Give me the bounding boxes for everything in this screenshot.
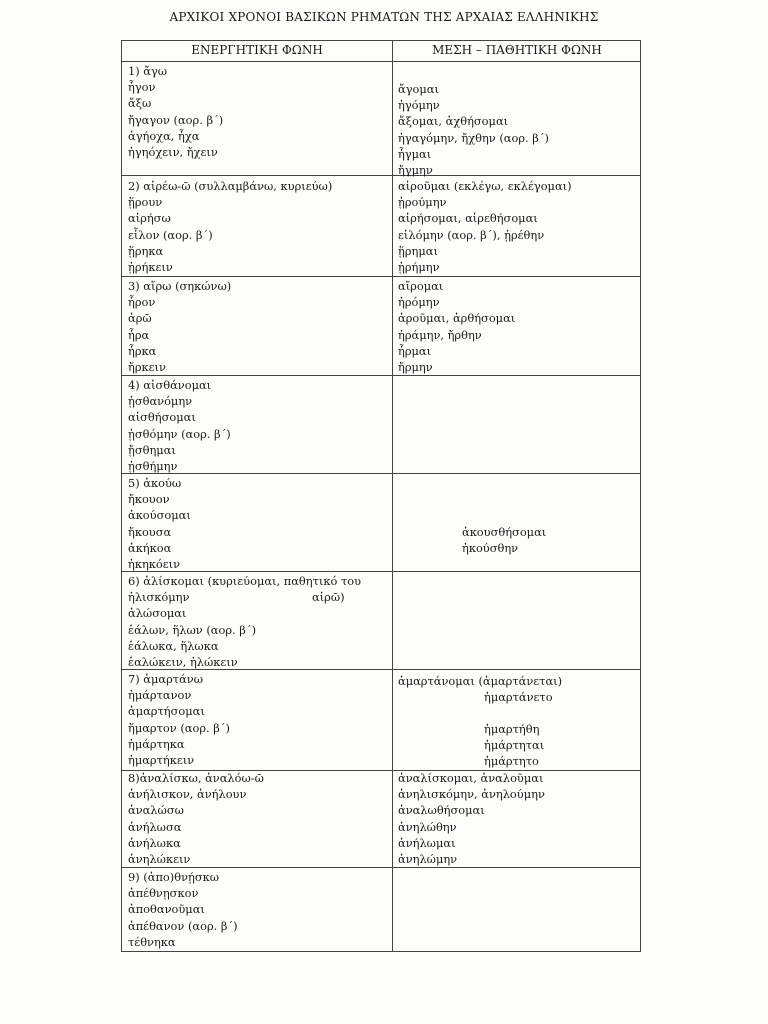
- verb-form: ἑάλων, ἥλων (αορ. β΄): [128, 622, 257, 637]
- verb-form: ἠκηκόειν: [128, 557, 181, 572]
- verb-form: ἑάλωκα, ἥλωκα: [128, 638, 219, 653]
- verb-form: εἷλον (αορ. β΄): [128, 227, 213, 242]
- verb-form: ᾐσθανόμην: [128, 394, 193, 409]
- verb-form: ἀνήλωκα: [128, 835, 181, 850]
- verb-form: ᾐσθήμην: [128, 459, 178, 474]
- verb-form: ἠκούσθην: [462, 541, 519, 556]
- verb-form: ἥμαρτον (αορ. β΄): [128, 720, 230, 735]
- verb-form: ἤγμην: [398, 163, 433, 178]
- row-divider: [122, 175, 640, 176]
- row-2-middle: [398, 178, 572, 275]
- verb-form: ἤκουον: [128, 492, 170, 507]
- verb-form: ᾑρήκειν: [128, 260, 173, 275]
- row-7-active: [128, 671, 230, 768]
- verb-form: ἀγήοχα, ἦχα: [128, 128, 200, 143]
- verb-form: ἀνήλωμαι: [398, 835, 456, 850]
- verb-form: ἤκουσα: [128, 524, 172, 539]
- verb-form: ᾕρημαι: [398, 243, 438, 258]
- row-divider: [122, 571, 640, 572]
- verb-form: ἡμάρτητο: [484, 754, 539, 769]
- verb-form: ἀπέθνῃσκον: [128, 886, 199, 901]
- row-8-active: [128, 770, 264, 867]
- header-middle-passive-voice: ΜΕΣΗ – ΠΑΘΗΤΙΚΗ ΦΩΝΗ: [432, 43, 602, 57]
- row-5-active: [128, 475, 191, 572]
- verb-form: ἠγόμην: [398, 98, 440, 113]
- verb-form: ἀκήκοα: [128, 540, 172, 555]
- verb-form: ἡλισκόμην: [128, 590, 190, 605]
- verb-form: αἱρήσω: [128, 211, 171, 226]
- verb-form: 8)ἀναλίσκω, ἀναλόω-ῶ: [128, 771, 264, 785]
- verb-form: ἄξω: [128, 96, 152, 111]
- verb-form: ἀπέθανον (αορ. β΄): [128, 918, 238, 933]
- verb-form: αἱρήσομαι, αἱρεθήσομαι: [398, 211, 538, 226]
- verb-form: ἀκούσομαι: [128, 508, 191, 523]
- verb-form: ἦρκα: [128, 343, 157, 358]
- verb-form: 2) αἱρέω-ῶ (συλλαμβάνω, κυριεύω): [128, 179, 333, 193]
- verb-form: ἀνηλώθην: [398, 819, 457, 834]
- verb-form: ᾐσθόμην (αορ. β΄): [128, 426, 231, 441]
- verb-form: ἦγμαι: [398, 146, 432, 161]
- verb-form: ἡμάρτανον: [128, 688, 192, 703]
- verb-form: ἄγομαι: [398, 82, 439, 96]
- verb-form: ἄξομαι, ἀχθήσομαι: [398, 114, 509, 129]
- row-6-active: [128, 573, 361, 670]
- page-title: ΑΡΧΙΚΟΙ ΧΡΟΝΟΙ ΒΑΣΙΚΩΝ ΡΗΜΑΤΩΝ ΤΗΣ ΑΡΧΑΙΑΣ ΕΛΛΗΝΙΚΗΣ: [169, 10, 599, 24]
- verb-form: ἀναλίσκομαι, ἀναλοῦμαι: [398, 771, 544, 785]
- row-7-middle-main: ἁμαρτάνομαι (ἁμαρτάνεται): [398, 674, 563, 688]
- row-5-middle: [462, 524, 546, 556]
- verb-form: ᾑρούμην: [398, 195, 447, 210]
- verb-form: ἡμαρτήκειν: [128, 753, 195, 768]
- verb-form: ἁμαρτήσομαι: [128, 704, 205, 719]
- verb-form: αἰσθήσομαι: [128, 410, 196, 425]
- verb-form: ἡμάρτηται: [484, 738, 545, 753]
- verb-form: ἤρκειν: [128, 360, 166, 375]
- verb-form: 7) ἁμαρτάνω: [128, 672, 204, 686]
- verb-form: ἠρόμην: [398, 295, 440, 310]
- verb-form: ᾑρήμην: [398, 260, 440, 275]
- verb-form: ἠράμην, ἤρθην: [398, 327, 482, 342]
- verb-form: ἀνήλισκον, ἀνήλουν: [128, 787, 247, 802]
- verb-form: ἦγον: [128, 80, 156, 95]
- verb-form: ἀνήλωσα: [128, 819, 182, 834]
- verb-form: ἤγαγον (αορ. β΄): [128, 112, 224, 127]
- header-active-voice: ΕΝΕΡΓΗΤΙΚΗ ΦΩΝΗ: [191, 43, 323, 57]
- row-3-active: [128, 278, 231, 375]
- verb-form: ἀρῶ: [128, 311, 152, 326]
- row-7-middle-form: ἡμαρτάνετο: [484, 690, 553, 704]
- row-4-active: [128, 377, 231, 474]
- verb-form: ἀναλώσω: [128, 803, 184, 818]
- verb-form: ἀναλωθήσομαι: [398, 803, 485, 818]
- verb-form: 4) αἰσθάνομαι: [128, 378, 212, 392]
- verb-form: ἁλώσομαι: [128, 606, 187, 621]
- verb-form: ἡμαρτήθη: [484, 722, 540, 736]
- verb-form: 9) (ἀπο)θνῄσκω: [128, 870, 220, 884]
- row-1-active: [128, 63, 223, 160]
- verb-form: αἴρομαι: [398, 279, 444, 293]
- verb-form: ἤρμην: [398, 360, 433, 375]
- row-1-middle: [398, 81, 549, 178]
- verb-form: 5) ἀκούω: [128, 476, 182, 490]
- verb-form: εἱλόμην (αορ. β΄), ᾑρέθην: [398, 227, 545, 242]
- verb-form: αἱροῦμαι (εκλέγω, εκλέγομαι): [398, 179, 572, 193]
- verb-table: [121, 40, 641, 952]
- row-divider: [122, 61, 640, 62]
- verb-form: ἀνηλώμην: [398, 852, 458, 867]
- row-divider: [122, 276, 640, 277]
- verb-form: ἡμάρτηκα: [128, 736, 185, 751]
- verb-form: 3) αἴρω (σηκώνω): [128, 279, 232, 293]
- row-2-active: [128, 178, 332, 275]
- row-9-active: [128, 869, 238, 950]
- row-8-middle: [398, 770, 545, 867]
- verb-form: ἀνηλώκειν: [128, 852, 191, 867]
- row-6-active-note: αἱρῶ): [312, 590, 345, 604]
- verb-form: ἀνηλισκόμην, ἀνηλούμην: [398, 787, 545, 802]
- verb-form: ἀκουσθήσομαι: [462, 525, 547, 539]
- column-divider: [392, 41, 393, 951]
- row-3-middle: [398, 278, 515, 375]
- verb-form: ἦρα: [128, 327, 150, 342]
- verb-form: ἠγαγόμην, ἤχθην (αορ. β΄): [398, 130, 549, 145]
- verb-form: τέθνηκα: [128, 934, 176, 949]
- verb-form: ᾕρουν: [128, 195, 163, 210]
- verb-form: ἑαλώκειν, ἡλώκειν: [128, 655, 238, 670]
- verb-form: ᾔσθημαι: [128, 442, 176, 457]
- verb-form: ἀποθανοῦμαι: [128, 902, 205, 917]
- verb-form: ἦρον: [128, 295, 156, 310]
- verb-form: 1) ἄγω: [128, 64, 168, 78]
- verb-form: 6) ἁλίσκομαι (κυριεύομαι, παθητικό του: [128, 574, 362, 588]
- verb-form: ἀροῦμαι, ἀρθήσομαι: [398, 311, 516, 326]
- verb-form: ᾕρηκα: [128, 243, 164, 258]
- verb-form: ἦρμαι: [398, 343, 432, 358]
- row-7-middle-forms: [484, 721, 544, 770]
- verb-form: ἠγηόχειν, ἤχειν: [128, 145, 218, 160]
